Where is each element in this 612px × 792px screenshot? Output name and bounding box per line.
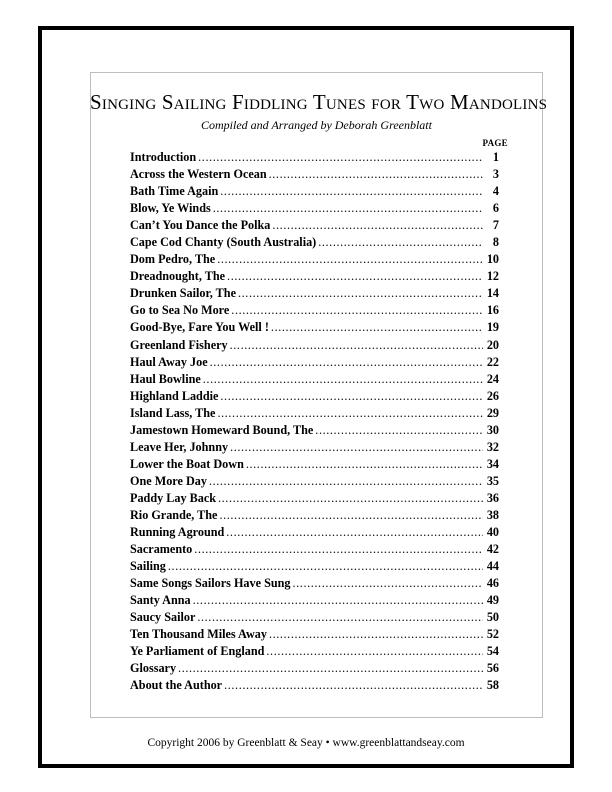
toc-entry-title: Greenland Fishery xyxy=(130,337,228,352)
toc-entry-page: 12 xyxy=(486,269,499,284)
toc-leader-dots xyxy=(227,268,483,285)
toc-entry[interactable] xyxy=(130,217,499,234)
toc-leader-dots xyxy=(178,660,483,677)
toc-entry-title: Rio Grande, The xyxy=(130,507,218,522)
toc-entry-page: 42 xyxy=(486,542,499,557)
toc-entry-title: Jamestown Homeward Bound, The xyxy=(130,422,314,437)
book-title: Singing Sailing Fiddling Tunes for Two Mandolins xyxy=(90,90,548,114)
toc-entry[interactable] xyxy=(130,268,499,285)
toc-leader-dots xyxy=(224,677,483,694)
toc-entry-title: Leave Her, Johnny xyxy=(130,439,229,454)
toc-entry-page: 44 xyxy=(486,559,499,574)
toc-entry[interactable] xyxy=(130,251,499,268)
toc-leader-dots xyxy=(238,285,483,302)
toc-entry-title: Haul Away Joe xyxy=(130,354,208,369)
toc-leader-dots xyxy=(219,507,483,524)
toc-entry-page: 32 xyxy=(486,439,499,454)
toc-entry-page: 8 xyxy=(492,235,499,250)
toc-leader-dots xyxy=(210,354,483,371)
toc-leader-dots xyxy=(209,473,483,490)
toc-entry-page: 52 xyxy=(486,627,499,642)
toc-entry-title: Paddy Lay Back xyxy=(130,490,217,505)
toc-entry-title: Sacramento xyxy=(130,542,193,557)
toc-leader-dots xyxy=(246,456,483,473)
toc-entry-page: 6 xyxy=(492,201,499,216)
toc-entry-page: 38 xyxy=(486,507,499,522)
toc-entry-page: 50 xyxy=(486,610,499,625)
toc-entry-page: 22 xyxy=(486,354,499,369)
toc-entry[interactable] xyxy=(130,507,499,524)
toc-entry-title: Santy Anna xyxy=(130,593,191,608)
toc-entry-title: Cape Cod Chanty (South Australia) xyxy=(130,235,317,250)
toc-entry[interactable] xyxy=(130,234,499,251)
toc-leader-dots xyxy=(269,626,483,643)
toc-entry-title: Same Songs Sailors Have Sung xyxy=(130,576,291,591)
toc-entry-page: 4 xyxy=(492,184,499,199)
toc-entry-page: 54 xyxy=(486,644,499,659)
table-of-contents xyxy=(130,149,499,695)
toc-leader-dots xyxy=(230,337,483,354)
toc-entry[interactable] xyxy=(130,660,499,677)
toc-entry-title: Haul Bowline xyxy=(130,371,201,386)
toc-entry-title: Saucy Sailor xyxy=(130,610,196,625)
toc-entry-page: 34 xyxy=(486,456,499,471)
toc-leader-dots xyxy=(168,558,483,575)
toc-leader-dots xyxy=(318,234,483,251)
toc-entry[interactable] xyxy=(130,473,499,490)
toc-entry-title: One More Day xyxy=(130,473,207,488)
toc-entry[interactable] xyxy=(130,388,499,405)
toc-entry-page: 24 xyxy=(486,371,499,386)
toc-entry-title: Can’t You Dance the Polka xyxy=(130,218,271,233)
copyright-footer: Copyright 2006 by Greenblatt & Seay • www.greenblattandseay.com xyxy=(147,737,465,749)
toc-entry[interactable] xyxy=(130,302,499,319)
toc-entry-page: 1 xyxy=(492,150,499,164)
toc-entry[interactable] xyxy=(130,285,499,302)
toc-leader-dots xyxy=(220,388,483,405)
toc-entry[interactable] xyxy=(130,166,499,183)
toc-entry-page: 56 xyxy=(486,661,499,676)
toc-entry-page: 36 xyxy=(486,490,499,505)
toc-entry-page: 46 xyxy=(486,576,499,591)
toc-entry-title: Introduction xyxy=(130,150,197,164)
toc-leader-dots xyxy=(271,319,483,336)
toc-entry-page: 10 xyxy=(486,252,499,267)
toc-entry-title: Highland Laddie xyxy=(130,388,219,403)
toc-entry-page: 3 xyxy=(492,167,499,182)
toc-leader-dots xyxy=(193,592,483,609)
toc-entry[interactable] xyxy=(130,541,499,558)
toc-entry-page: 30 xyxy=(486,422,499,437)
toc-leader-dots xyxy=(272,217,483,234)
toc-entry-title: Blow, Ye Winds xyxy=(130,201,211,216)
toc-entry-title: Go to Sea No More xyxy=(130,303,230,318)
toc-leader-dots xyxy=(217,405,483,422)
toc-entry-title: Bath Time Again xyxy=(130,184,219,199)
toc-entry[interactable] xyxy=(130,490,499,507)
toc-entry-title: Sailing xyxy=(130,559,166,574)
toc-entry-title: Glossary xyxy=(130,661,177,676)
toc-entry-title: Good-Bye, Fare You Well ! xyxy=(130,320,269,335)
toc-entry[interactable] xyxy=(130,609,499,626)
toc-leader-dots xyxy=(293,575,483,592)
toc-entry-title: Lower the Boat Down xyxy=(130,456,244,471)
page-column-label: PAGE xyxy=(482,138,508,148)
toc-leader-dots xyxy=(194,541,483,558)
toc-entry[interactable] xyxy=(130,354,499,371)
toc-entry[interactable] xyxy=(130,456,499,473)
toc-entry[interactable] xyxy=(130,575,499,592)
toc-entry[interactable] xyxy=(130,677,499,694)
toc-entry[interactable] xyxy=(130,558,499,575)
toc-entry-page: 19 xyxy=(486,320,499,335)
toc-entry-page: 14 xyxy=(486,286,499,301)
toc-leader-dots xyxy=(217,251,483,268)
toc-entry-title: Drunken Sailor, The xyxy=(130,286,236,301)
toc-entry[interactable] xyxy=(130,592,499,609)
toc-leader-dots xyxy=(269,166,483,183)
toc-leader-dots xyxy=(218,490,483,507)
toc-entry-title: Island Lass, The xyxy=(130,405,216,420)
toc-entry[interactable] xyxy=(130,405,499,422)
toc-entry[interactable] xyxy=(130,524,499,541)
toc-entry[interactable] xyxy=(130,149,499,166)
toc-entry-title: Ye Parliament of England xyxy=(130,644,265,659)
toc-leader-dots xyxy=(230,439,483,456)
toc-entry-title: Dom Pedro, The xyxy=(130,252,216,267)
toc-leader-dots xyxy=(220,183,483,200)
toc-entry-page: 35 xyxy=(486,473,499,488)
toc-entry[interactable] xyxy=(130,337,499,354)
toc-entry-title: Dreadnought, The xyxy=(130,269,226,284)
toc-entry[interactable] xyxy=(130,626,499,643)
book-subtitle: Compiled and Arranged by Deborah Greenblatt xyxy=(201,118,432,132)
toc-leader-dots xyxy=(203,371,483,388)
toc-leader-dots xyxy=(266,643,483,660)
toc-leader-dots xyxy=(197,609,483,626)
toc-entry-title: Across the Western Ocean xyxy=(130,167,267,182)
toc-entry[interactable] xyxy=(130,643,499,660)
toc-entry-title: Running Aground xyxy=(130,525,225,540)
toc-entry-page: 7 xyxy=(492,218,499,233)
toc-entry-page: 29 xyxy=(486,405,499,420)
toc-entry-page: 16 xyxy=(486,303,499,318)
toc-entry-page: 26 xyxy=(486,388,499,403)
toc-entry[interactable] xyxy=(130,319,499,336)
toc-entry[interactable] xyxy=(130,371,499,388)
toc-leader-dots xyxy=(198,149,483,166)
toc-entry-page: 20 xyxy=(486,337,499,352)
toc-entry-page: 49 xyxy=(486,593,499,608)
toc-entry[interactable] xyxy=(130,183,499,200)
toc-entry[interactable] xyxy=(130,439,499,456)
toc-leader-dots xyxy=(231,302,483,319)
toc-entry-title: Ten Thousand Miles Away xyxy=(130,627,267,642)
toc-leader-dots xyxy=(226,524,483,541)
toc-leader-dots xyxy=(213,200,483,217)
toc-entry[interactable] xyxy=(130,200,499,217)
toc-entry-page: 58 xyxy=(486,678,499,693)
toc-entry-title: About the Author xyxy=(130,678,223,693)
toc-entry[interactable] xyxy=(130,422,499,439)
toc-leader-dots xyxy=(315,422,483,439)
toc-entry-page: 40 xyxy=(486,525,499,540)
